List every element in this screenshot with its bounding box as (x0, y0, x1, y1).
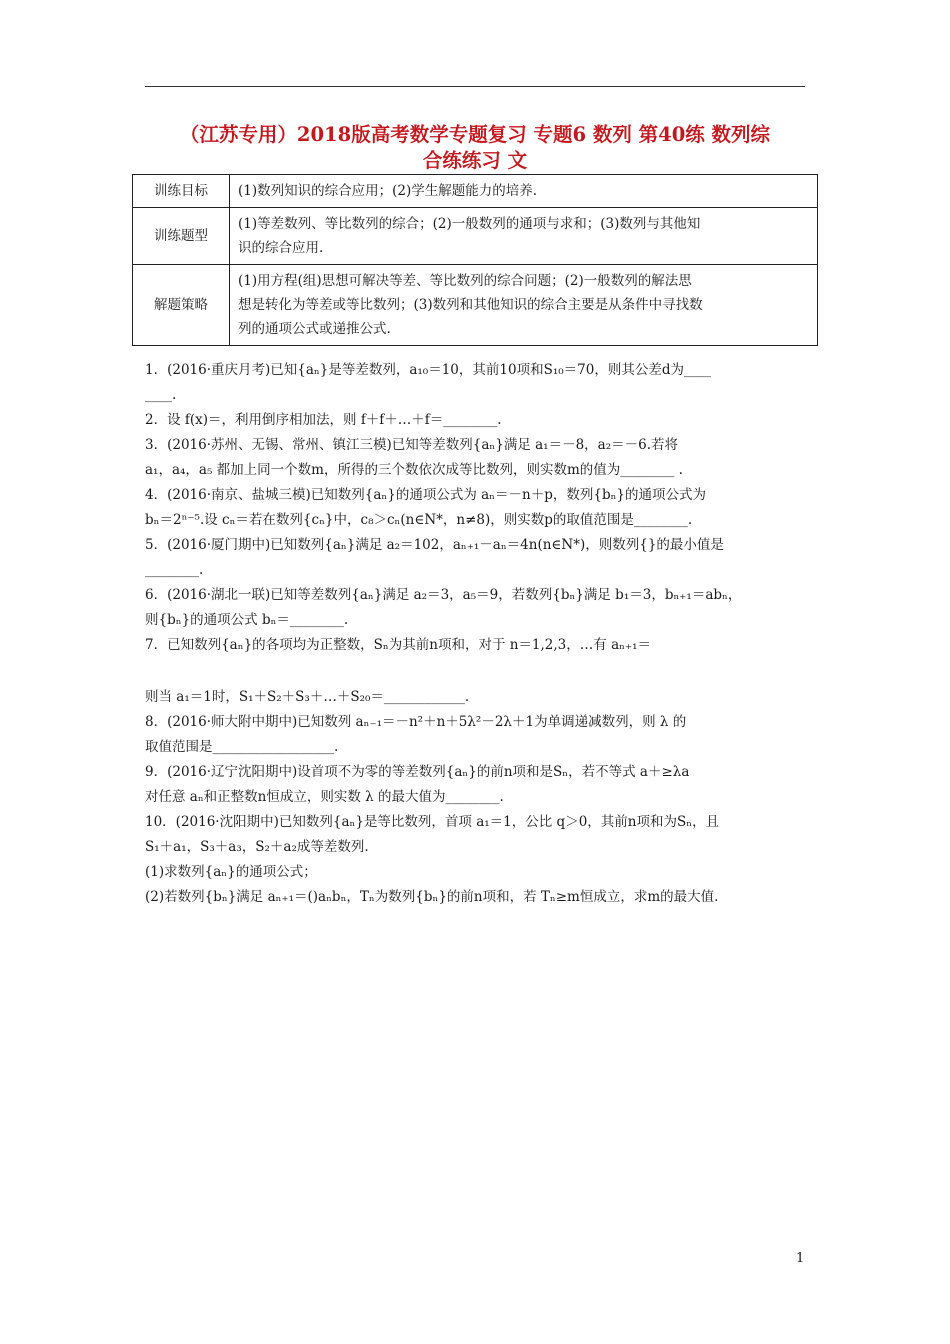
question-line: ________. (145, 562, 204, 578)
question-line: 7．已知数列{aₙ}的各项均为正整数，Sₙ为其前n项和，对于 n＝1,2,3，…有 aₙ₊₁＝ (145, 637, 651, 653)
row-label: 训练题型 (133, 208, 230, 265)
row-content: (1)等差数列、等比数列的综合；(2)一般数列的通项与求和；(3)数列与其他知 识的综合应用. (230, 208, 818, 265)
title-line-1: （江苏专用）2018版高考数学专题复习 专题6 数列 第40练 数列综 (179, 123, 771, 146)
question-line: 8．(2016·师大附中期中)已知数列 aₙ₋₁＝－n²＋n＋5λ²－2λ＋1为单调递减数列，则 λ 的 (145, 714, 687, 730)
question-line: bₙ＝2ⁿ⁻⁵.设 cₙ＝若在数列{cₙ}中，c₈＞cₙ(n∈N*，n≠8)，则实数p的取值范围是________. (145, 512, 693, 528)
question-line: 6．(2016·湖北一联)已知等差数列{aₙ}满足 a₂＝3，a₅＝9，若数列{bₙ}满足 b₁＝3，bₙ₊₁＝abₙ， (145, 587, 742, 603)
table-row (133, 208, 818, 265)
page-number: 1 (796, 1251, 805, 1266)
row-content: (1)数列知识的综合应用；(2)学生解题能力的培养. (230, 175, 818, 208)
question-line: (2)若数列{bₙ}满足 aₙ₊₁＝()aₙbₙ，Tₙ为数列{bₙ}的前n项和，若 Tₙ≥m恒成立，求m的最大值. (145, 889, 719, 905)
training-info-table (132, 174, 818, 346)
question-line: a₁，a₄，a₅ 都加上同一个数m，所得的三个数依次成等比数列，则实数m的值为________ . (145, 462, 683, 478)
question-line: 取值范围是__________________. (145, 739, 339, 755)
row-label: 训练目标 (133, 175, 230, 208)
question-line: 5．(2016·厦门期中)已知数列{aₙ}满足 a₂＝102，aₙ₊₁－aₙ＝4n(n∈N*)，则数列{}的最小值是 (145, 537, 724, 553)
question-line: S₁＋a₁，S₃＋a₃，S₂＋a₂成等差数列. (145, 839, 369, 855)
document-title (145, 122, 805, 174)
question-line: 对任意 aₙ和正整数n恒成立，则实数 λ 的最大值为________. (145, 789, 504, 805)
question-line: 3．(2016·苏州、无锡、常州、镇江三模)已知等差数列{aₙ}满足 a₁＝－8，a₂＝－6.若将 (145, 437, 679, 453)
row-label: 解题策略 (133, 265, 230, 346)
table-row (133, 265, 818, 346)
table-row (133, 175, 818, 208)
question-line: 1．(2016·重庆月考)已知{aₙ}是等差数列，a₁₀＝10，其前10项和S₁₀＝70，则其公差d为____ (145, 362, 711, 378)
title-line-2: 合练练习 文 (422, 149, 528, 172)
question-line: 则当 a₁＝1时，S₁＋S₂＋S₃＋…＋S₂₀＝____________. (145, 689, 470, 705)
question-line: (1)求数列{aₙ}的通项公式； (145, 864, 317, 880)
question-line: 2．设 f(x)＝，利用倒序相加法，则 f＋f＋…＋f＝________. (145, 412, 502, 428)
question-line: 则{bₙ}的通项公式 bₙ＝________. (145, 612, 349, 628)
question-line: 9．(2016·辽宁沈阳期中)设首项不为零的等差数列{aₙ}的前n项和是Sₙ，若不等式 a＋≥λa (145, 764, 690, 780)
question-line: ____. (145, 387, 177, 403)
question-line: 4．(2016·南京、盐城三模)已知数列{aₙ}的通项公式为 aₙ＝－n＋p，数列{bₙ}的通项公式为 (145, 487, 707, 503)
header-rule (145, 86, 805, 87)
question-line: 10．(2016·沈阳期中)已知数列{aₙ}是等比数列，首项 a₁＝1，公比 q＞0，其前n项和为Sₙ，且 (145, 814, 720, 830)
row-content: (1)用方程(组)思想可解决等差、等比数列的综合问题；(2)一般数列的解法思 想是转化为等差或等比数列；(3)数列和其他知识的综合主要是从条件中寻找数 列的通项公式或递推公式. (230, 265, 818, 346)
